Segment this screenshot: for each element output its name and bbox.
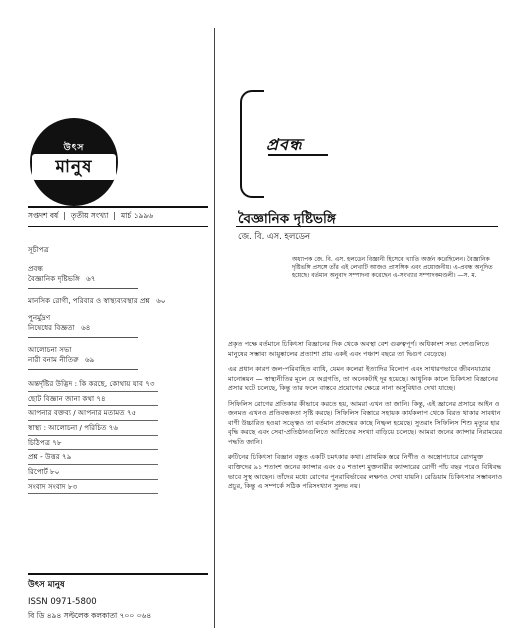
body-paragraph: এর প্রধান কারণ জল-পরিবাহিত ব্যাধি, যেমন কলেরা ইত্যাদির বিলোপ এবং সাধারণভাবে জীবনযাত্রার মানোন্নয়ন — স্বাস্থ্যনীতির মূলে যে অগ্রগতি, তা অনেকটাই দূর হয়েছে। আধুনিক কালে চিকিৎসা বিজ্ঞানের প্রসার ঘটে চলেছে, কিন্তু তার ফলে বাস্তবে প্রয়োগের ক্ষেত্রে নানা অসুবিধাও দেখা যাচ্ছে। (228, 365, 499, 393)
issue-separator: | (63, 211, 66, 220)
column-divider (214, 28, 215, 628)
issue-date: মার্চ ১৯৯৬ (120, 211, 154, 220)
masthead-bracket (240, 90, 264, 198)
toc-entry-page: ৬৯ (84, 355, 95, 365)
toc-list-item[interactable]: প্রশ্ন - উত্তর ৭৯ (28, 453, 158, 465)
toc-entry[interactable] (28, 324, 208, 333)
publisher-footer (28, 573, 208, 623)
toc-entry[interactable] (28, 356, 208, 365)
toc-list-item[interactable]: ছোট বিজ্ঞান জানা কথা ৭৪ (28, 395, 158, 407)
toc-entry[interactable] (28, 275, 208, 284)
toc-entry-title: নারী বনাম নীতিরু (28, 355, 79, 365)
toc-list-item[interactable]: চিঠিপত্র ৭৮ (28, 439, 158, 451)
body-paragraph: প্রকৃত পক্ষে বর্তমানে চিকিৎসা বিজ্ঞানের দিক থেকে অবস্থা বেশ গুরুত্বপূর্ণ। অধিকাংশ সভ্য দেশগুলিতে মানুষের সম্ভাব্য আয়ুষ্কালের প্রত্যাশা প্রায় একই এবং পঞ্চাশ বছরে তা দ্বিগুণ বেড়েছে। (228, 340, 490, 358)
toc-section-label: প্রবন্ধ (28, 263, 44, 273)
toc-entry[interactable] (28, 297, 208, 306)
toc-list-item[interactable]: রিপোর্ট ৮০ (28, 468, 158, 480)
toc-section-label: আলোচনা সভা (28, 344, 72, 354)
toc-entry-page: ৬৪ (81, 323, 91, 333)
article-author: জে. বি. এস. হলডেন (238, 232, 311, 242)
logo-small-text: উৎস (63, 143, 85, 153)
toc-entry-title: বৈজ্ঞানিক দৃষ্টিভঙ্গি (28, 274, 80, 284)
toc-entry-title: নিষেধের বিজ্ঞতা (28, 323, 75, 333)
article-body (228, 340, 506, 498)
issue-info (28, 206, 208, 227)
toc-list-item[interactable]: আপনার বক্তব্য / আপনার মতামত ৭৫ (28, 409, 158, 421)
toc-header: সূচীপত্র (28, 245, 49, 254)
section-masthead (238, 90, 336, 198)
toc-divider (28, 369, 138, 370)
toc-entry-title: মানসিক রোগী, পরিবার ও স্বাস্থ্যব্যবস্থার প্রশ্ন (28, 295, 150, 305)
toc-entry-page: ৬০ (156, 295, 166, 305)
title-rule (236, 226, 498, 227)
article-title: বৈজ্ঞানিক দৃষ্টিভঙ্গি (238, 211, 336, 227)
toc-entry-page: ৬৭ (86, 274, 96, 284)
masthead-flourish (268, 154, 328, 156)
toc-divider (28, 288, 138, 289)
toc-list-item[interactable]: সংবাদ সংবাদ ৮৩ (28, 483, 158, 495)
issue-separator: | (113, 211, 116, 220)
masthead-text: প্রবন্ধ (266, 135, 303, 154)
toc-list-item[interactable]: স্বাস্থ্য : আলোচনা / পরিচিত ৭৬ (28, 424, 158, 436)
issn-number: ISSN 0971-5800 (28, 597, 97, 607)
magazine-logo (30, 118, 118, 206)
toc-section-label: পুনর্মুদ্রণ (28, 312, 51, 322)
issue-volume: সপ্তদশ বর্ষ (28, 211, 59, 220)
toc-divider (28, 337, 138, 338)
issue-number: তৃতীয় সংখ্যা (70, 211, 109, 220)
publisher-address: বি ডি ৪৯৪ সল্টলেক কলকাতা ৭০০ ০৬৪ (28, 611, 152, 620)
body-paragraph: সিফিলিস রোগের প্রতিকার কীভাবে করতে হয়, আমরা এখন তা জানি। কিন্তু, এই জ্ঞানের প্রসারে আইন ও জনমত এখনও প্রতিবন্ধকতা সৃষ্টি করছে। সিফিলিস বিস্তারে সহায়ক কার্যকলাপ থেকে বিরত থাকার সাবধান বাণী উচ্চারিত হওয়া সত্ত্বেও তা বর্তমান প্রজন্মের কাছে নিষ্ফল হয়েছে। সুতরাং সিফিলিস শিশু মৃত্যুর হার বৃদ্ধি করছে এবং সেবা-প্রতিষ্ঠানগুলিতে আশ্রিতের সংখ্যা বাড়িয়ে চলেছে। আমরা জনের ক্যান্সার নিরাময়ের পদ্ধতি জানি। (228, 399, 503, 446)
logo-big-text: মানুষ (32, 154, 116, 180)
table-of-contents (28, 246, 208, 494)
toc-list-item[interactable]: অন্তর্দৃষ্টির উদ্ভিদ : কি করছে, কোথায় যাব ৭৩ (28, 380, 158, 392)
publication-name: উৎস মানুষ (28, 580, 65, 590)
article-intro: অধ্যাপক জে. বি. এস. হলডেন বিজ্ঞানী হিসেবে খ্যাতি অর্জন করেছিলেন। বৈজ্ঞানিক দৃষ্টিভঙ্গি প্রসঙ্গে তাঁর এই লেখাটি আজও প্রাসঙ্গিক এবং প্রয়োজনীয়। এ-প্রবন্ধ অনূদিত হয়েছে। বর্তমান অনুবাদ সম্পাদনা করেছেন এ-সংখ্যার সম্পাদকমণ্ডলী। —স. ম. (292, 256, 493, 280)
body-paragraph: রুটিনের চিকিৎসা বিজ্ঞান বস্তুত একটি চমৎকার কথা। প্রাথমিক স্তরে নির্ণীত ও অস্ত্রোপচারে রোগমুক্ত ব্যক্তিদের ৯১ শতাংশ জনের ক্যান্সার এবং ৫০ শতাংশ মুক্তনারীর ক্যান্সারের রোগী পাঁচ বছর পরেও বিধিবদ্ধ ভাবে সুস্থ আছেন। তাঁদের মধ্যে রোগের পুনরাবির্ভাবের লক্ষণও দেখা যায়নি। রেডিয়াম চিকিৎসার সম্ভাবনাও প্রচুর, কিন্তু এ সম্পর্কে সঠিক পরিসংখ্যান সুলভ নয়। (228, 453, 503, 491)
toc-regular-list (28, 380, 208, 494)
